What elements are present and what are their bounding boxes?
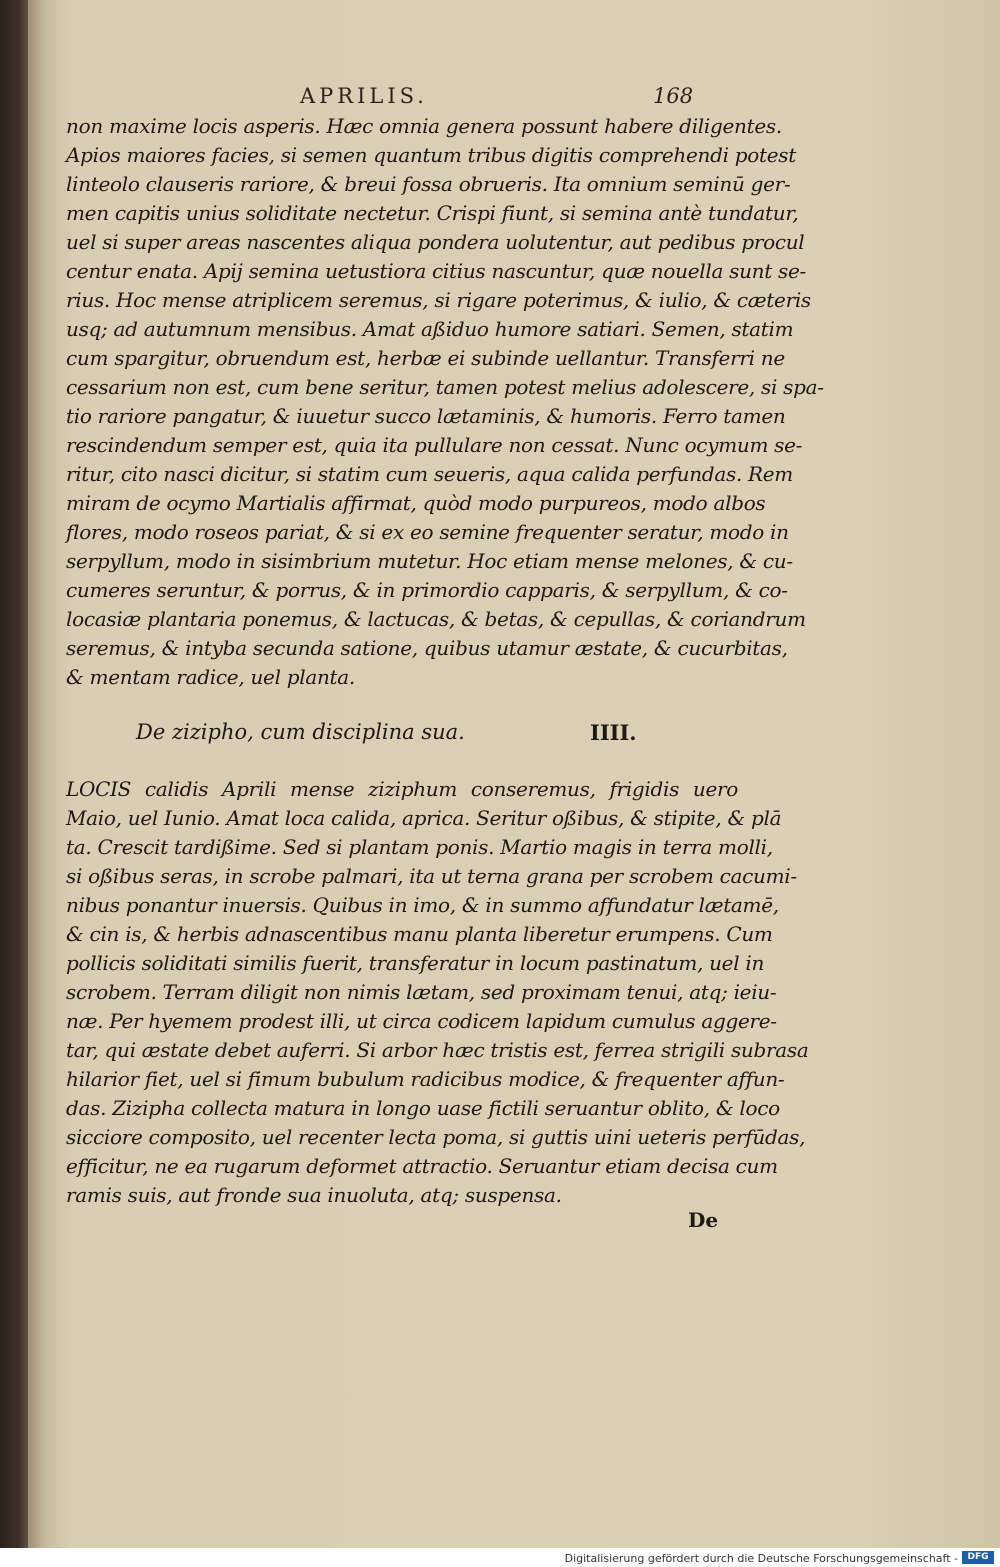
text-line: rius. Hoc mense atriplicem seremus, si rigare poterimus, & iulio, & cæteris — [66, 288, 811, 312]
running-head — [28, 84, 1000, 110]
text-line: tio rariore pangatur, & iuuetur succo lætaminis, & humoris. Ferro tamen — [66, 404, 786, 428]
paragraph-2 — [66, 775, 809, 1210]
text-line: cum spargitur, obruendum est, herbæ ei subinde uellantur. Transferri ne — [66, 346, 785, 370]
text-line: ta. Crescit tardißime. Sed si plantam ponis. Martio magis in terra molli, — [66, 835, 773, 859]
text-line: sicciore composito, uel recenter lecta poma, si guttis uini ueteris perfūdas, — [66, 1125, 806, 1149]
text-line: scrobem. Terram diligit non nimis lætam, sed proximam tenui, atq; ieiu- — [66, 980, 777, 1004]
text-line: linteolo clauseris rariore, & breui fossa obrueris. Ita omnium seminū ger- — [66, 172, 791, 196]
text-line: pollicis soliditati similis fuerit, transferatur in locum pastinatum, uel in — [66, 951, 765, 975]
text-line: men capitis unius soliditate nectetur. Crispi fiunt, si semina antè tundatur, — [66, 201, 799, 225]
text-line: ritur, cito nasci dicitur, si statim cum seueris, aqua calida perfundas. Rem — [66, 462, 793, 486]
text-line: uel si super areas nascentes aliqua pondera uolutentur, aut pedibus procul — [66, 230, 805, 254]
text-line: Apios maiores facies, si semen quantum tribus digitis comprehendi potest — [66, 143, 797, 167]
text-line: das. Zizipha collecta matura in longo uase fictili seruantur oblito, & loco — [66, 1096, 780, 1120]
chapter-number: IIII. — [590, 720, 637, 745]
text-line: LOCIS calidis Aprili mense ziziphum conseremus, frigidis uero — [66, 777, 738, 801]
dfg-logo-icon: DFG — [962, 1551, 994, 1564]
text-line: centur enata. Apij semina uetustiora citius nascuntur, quæ nouella sunt se- — [66, 259, 807, 283]
footer-credit: Digitalisierung gefördert durch die Deutsche Forschungsgemeinschaft - — [564, 1552, 958, 1565]
text-line: ramis suis, aut fronde sua inuoluta, atq; suspensa. — [66, 1183, 562, 1207]
text-line: non maxime locis asperis. Hæc omnia genera possunt habere diligentes. — [66, 114, 782, 138]
text-line: cessarium non est, cum bene seritur, tamen potest melius adolescere, si spa- — [66, 375, 824, 399]
catchword: De — [688, 1208, 719, 1232]
text-line: næ. Per hyemem prodest illi, ut circa codicem lapidum cumulus aggere- — [66, 1009, 777, 1033]
text-line: cumeres seruntur, & porrus, & in primordio capparis, & serpyllum, & co- — [66, 578, 788, 602]
text-line: nibus ponantur inuersis. Quibus in imo, & in summo affundatur lætamē, — [66, 893, 779, 917]
chapter-title: De zizipho, cum disciplina sua. — [136, 720, 465, 744]
text-line: efficitur, ne ea rugarum deformet attractio. Seruantur etiam decisa cum — [66, 1154, 778, 1178]
footer-bar — [0, 1548, 1000, 1567]
text-line: miram de ocymo Martialis affirmat, quòd modo purpureos, modo albos — [66, 491, 766, 515]
paragraph-1 — [66, 112, 824, 692]
text-line: flores, modo roseos pariat, & si ex eo semine frequenter seratur, modo in — [66, 520, 789, 544]
text-line: hilarior fiet, uel si fimum bubulum radicibus modice, & frequenter affun- — [66, 1067, 785, 1091]
text-line: tar, qui æstate debet auferri. Si arbor hæc tristis est, ferrea strigili subrasa — [66, 1038, 809, 1062]
text-line: & mentam radice, uel planta. — [66, 665, 355, 689]
page-number: 168 — [653, 84, 694, 108]
text-line: Maio, uel Iunio. Amat loca calida, aprica. Seritur oßibus, & stipite, & plā — [66, 806, 782, 830]
book-binding-edge — [0, 0, 30, 1555]
text-line: si oßibus seras, in scrobe palmari, ita ut terna grana per scrobem cacumi- — [66, 864, 797, 888]
text-line: seremus, & intyba secunda satione, quibus utamur æstate, & cucurbitas, — [66, 636, 788, 660]
text-line: rescindendum semper est, quia ita pullulare non cessat. Nunc ocymum se- — [66, 433, 803, 457]
book-page — [28, 0, 1000, 1548]
text-line: locasiæ plantaria ponemus, & lactucas, & betas, & cepullas, & coriandrum — [66, 607, 806, 631]
text-line: usq; ad autumnum mensibus. Amat aßiduo humore satiari. Semen, statim — [66, 317, 794, 341]
text-line: serpyllum, modo in sisimbrium mutetur. Hoc etiam mense melones, & cu- — [66, 549, 793, 573]
running-title: APRILIS. — [300, 84, 428, 108]
text-line: & cin is, & herbis adnascentibus manu planta liberetur erumpens. Cum — [66, 922, 773, 946]
